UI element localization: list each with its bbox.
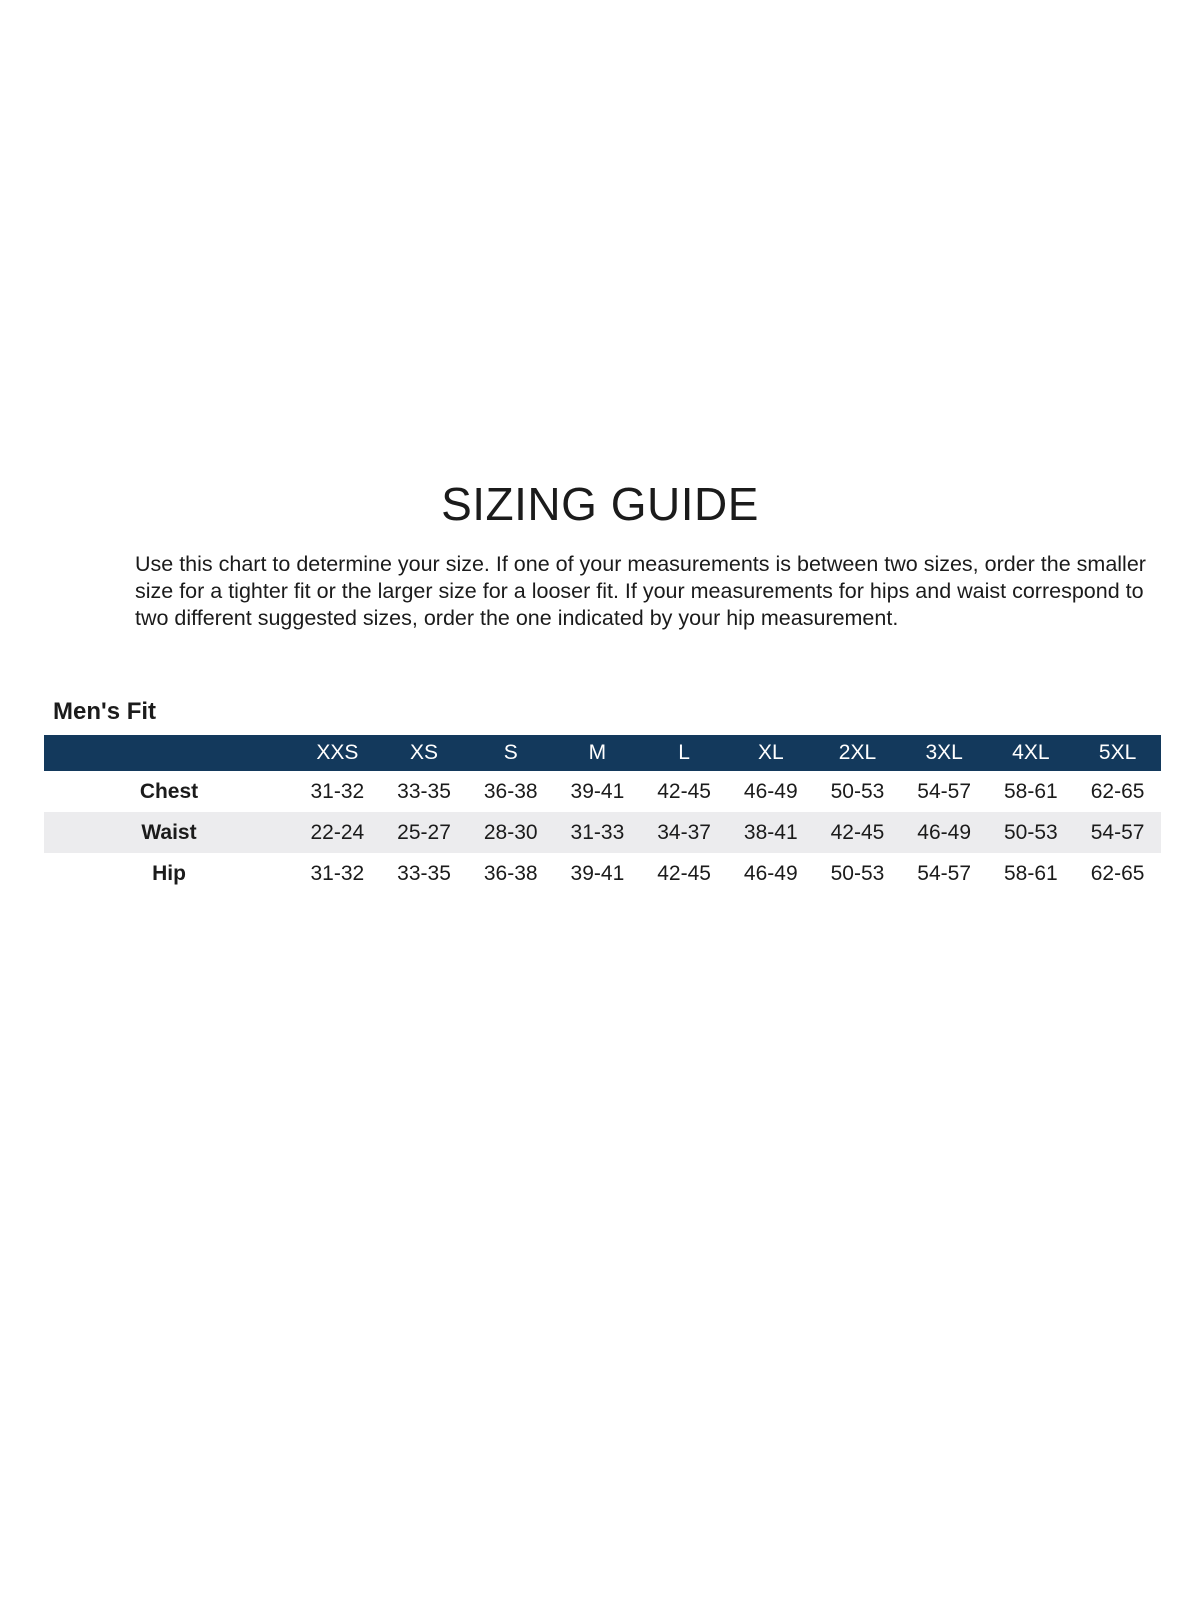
intro-line-1: Use this chart to determine your size. If one of your measurements is between two sizes, order the smaller — [135, 552, 1146, 576]
size-cell-chest-s: 36-38 — [483, 779, 538, 803]
size-cell-hip-xs: 33-35 — [397, 861, 451, 885]
size-column-header-l: L — [678, 741, 690, 764]
page-title: SIZING GUIDE — [441, 478, 759, 530]
size-cell-waist-xl: 38-41 — [743, 820, 798, 844]
size-cell-hip-l: 42-45 — [657, 861, 711, 885]
size-cell-waist-3xl: 46-49 — [917, 820, 972, 844]
size-cell-chest-5xl: 62-65 — [1090, 779, 1145, 803]
size-cell-waist-xxs: 22-24 — [310, 820, 365, 844]
size-cell-hip-xxs: 31-32 — [310, 861, 365, 885]
size-cell-hip-5xl: 62-65 — [1090, 861, 1145, 885]
size-cell-chest-xl: 46-49 — [743, 779, 798, 803]
size-cell-waist-2xl: 42-45 — [830, 820, 885, 844]
section-label-mens-fit: Men's Fit — [53, 698, 157, 725]
size-column-header-m: M — [588, 741, 607, 764]
size-column-header-5xl: 5XL — [1098, 741, 1137, 764]
size-cell-hip-xl: 46-49 — [743, 861, 798, 885]
size-cell-chest-l: 42-45 — [657, 779, 711, 803]
size-column-header-3xl: 3XL — [925, 741, 963, 764]
size-table-row-chest — [44, 771, 1161, 812]
intro-line-2: size for a tighter fit or the larger size for a looser fit. If your measurements for hips and waist correspond to — [135, 579, 1144, 603]
size-table-row-hip — [44, 853, 1161, 894]
size-table — [44, 735, 1161, 894]
size-cell-chest-2xl: 50-53 — [830, 779, 885, 803]
size-cell-waist-l: 34-37 — [657, 820, 711, 844]
row-label-waist: Waist — [141, 820, 197, 844]
size-table-row-waist — [44, 812, 1161, 853]
size-cell-waist-m: 31-33 — [570, 820, 625, 844]
size-table-header-row — [44, 735, 1161, 771]
size-cell-waist-4xl: 50-53 — [1003, 820, 1058, 844]
size-cell-waist-s: 28-30 — [483, 820, 538, 844]
size-table-corner-cell — [44, 735, 294, 771]
intro-line-3: two different suggested sizes, order the one indicated by your hip measurement. — [135, 606, 899, 630]
size-column-header-s: S — [503, 741, 518, 764]
size-table-body — [44, 771, 1161, 894]
size-column-header-xl: XL — [757, 741, 784, 764]
size-column-header-4xl: 4XL — [1012, 741, 1050, 764]
size-cell-chest-4xl: 58-61 — [1003, 779, 1058, 803]
row-label-chest: Chest — [139, 779, 199, 803]
size-column-header-xs: XS — [410, 741, 439, 764]
row-label-hip: Hip — [152, 861, 186, 885]
size-column-header-2xl: 2XL — [838, 741, 877, 764]
size-cell-chest-xs: 33-35 — [397, 779, 451, 803]
size-cell-hip-m: 39-41 — [570, 861, 625, 885]
intro-paragraph — [135, 551, 1146, 632]
size-cell-hip-3xl: 54-57 — [917, 861, 972, 885]
size-cell-chest-xxs: 31-32 — [310, 779, 365, 803]
size-cell-hip-2xl: 50-53 — [830, 861, 885, 885]
size-cell-chest-3xl: 54-57 — [917, 779, 972, 803]
size-column-header-xxs: XXS — [316, 741, 359, 764]
size-cell-hip-s: 36-38 — [483, 861, 538, 885]
size-cell-hip-4xl: 58-61 — [1003, 861, 1058, 885]
size-cell-waist-5xl: 54-57 — [1090, 820, 1145, 844]
size-cell-waist-xs: 25-27 — [397, 820, 451, 844]
size-cell-chest-m: 39-41 — [570, 779, 625, 803]
